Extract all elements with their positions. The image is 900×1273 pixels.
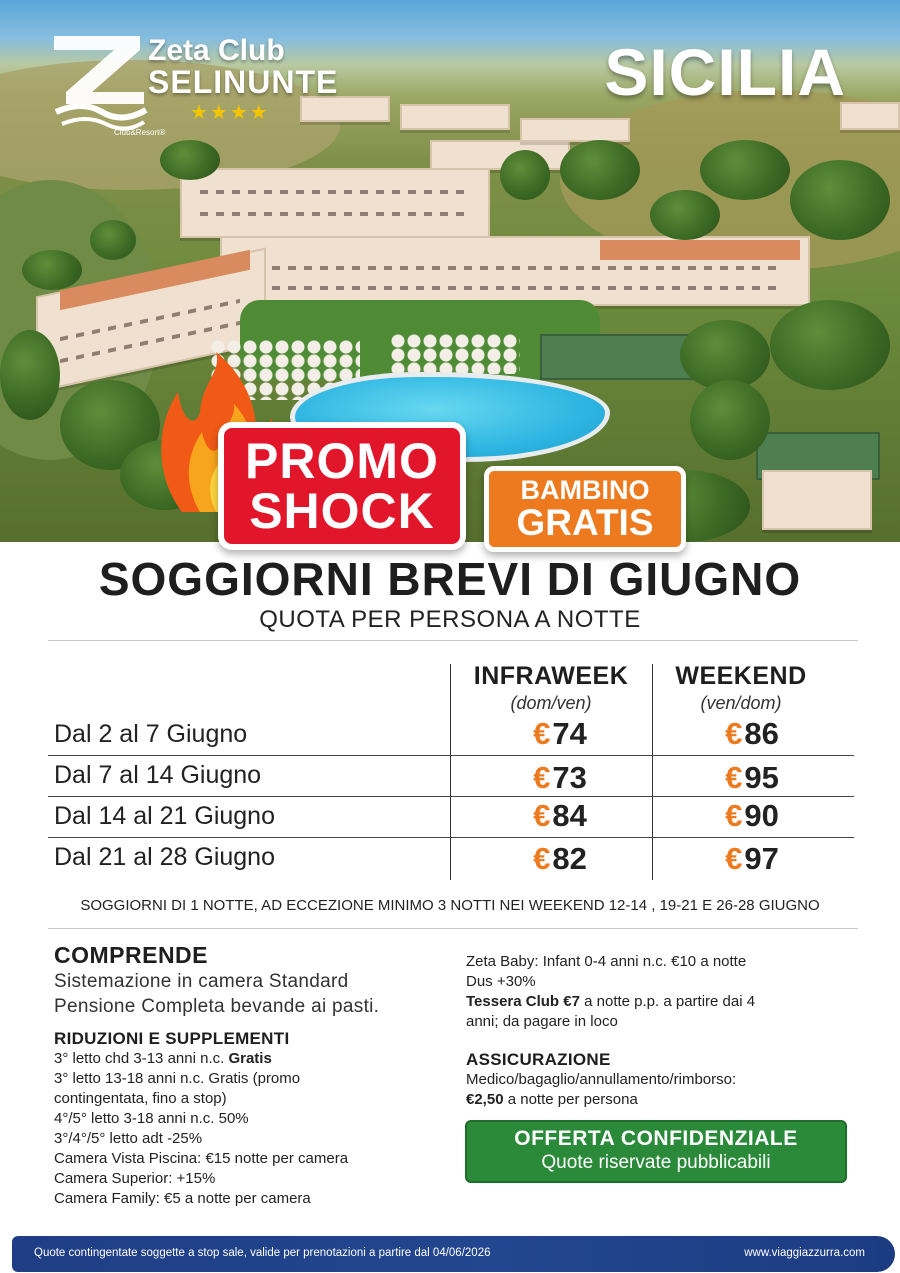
left-info-column bbox=[54, 942, 454, 1209]
table-row bbox=[48, 839, 854, 879]
kids-free-badge bbox=[484, 466, 686, 552]
tessera-highlight: Tessera Club €7 bbox=[466, 993, 580, 1010]
baby-line: Zeta Baby: Infant 0-4 anni n.c. €10 a notte bbox=[466, 953, 747, 970]
promo-line-1: PROMO bbox=[245, 433, 439, 489]
insurance-price-text: a notte per persona bbox=[503, 1091, 638, 1108]
supplement-line: Camera Superior: +15% bbox=[54, 1170, 216, 1187]
price-infraweek bbox=[460, 841, 660, 877]
euro-symbol: € bbox=[725, 716, 743, 751]
right-info-column bbox=[466, 952, 846, 1110]
price-value: 95 bbox=[744, 760, 779, 795]
period-label: Dal 7 al 14 Giugno bbox=[54, 761, 262, 789]
insurance-line: Medico/bagaglio/annullamento/rimborso: bbox=[466, 1071, 737, 1088]
insurance-price bbox=[466, 1090, 846, 1110]
period-label: Dal 14 al 21 Giugno bbox=[54, 802, 275, 830]
supplement-line: Camera Vista Piscina: €15 notte per camera bbox=[54, 1150, 349, 1167]
row-divider bbox=[48, 837, 854, 838]
price-value: 74 bbox=[552, 716, 587, 751]
euro-symbol: € bbox=[533, 760, 551, 795]
period-label: Dal 2 al 7 Giugno bbox=[54, 720, 248, 748]
price-value: 73 bbox=[552, 760, 587, 795]
column-subtitle: (dom/ven) bbox=[510, 693, 592, 713]
page-title: SOGGIORNI BREVI DI GIUGNO bbox=[98, 553, 802, 605]
reduction-line: 3°/4°/5° letto adt -25% bbox=[54, 1130, 203, 1147]
price-infraweek bbox=[460, 760, 660, 796]
reduction-line: 4°/5° letto 3-18 anni n.c. 50% bbox=[54, 1110, 249, 1127]
divider bbox=[48, 640, 858, 641]
euro-symbol: € bbox=[725, 760, 743, 795]
reductions-title: RIDUZIONI E SUPPLEMENTI bbox=[54, 1029, 290, 1048]
price-value: 90 bbox=[744, 798, 779, 833]
brand-logo bbox=[52, 34, 382, 144]
resort-name: SELINUNTE bbox=[148, 64, 339, 100]
reduction-text: 3° letto chd 3-13 anni n.c. bbox=[54, 1050, 229, 1067]
kids-line-1: BAMBINO bbox=[520, 475, 650, 505]
reduction-line bbox=[54, 1049, 454, 1069]
includes-line: Sistemazione in camera Standard bbox=[54, 971, 349, 992]
kids-line-2: GRATIS bbox=[516, 502, 654, 543]
tessera-line-2: anni; da pagare in loco bbox=[466, 1013, 618, 1030]
price-value: 97 bbox=[744, 841, 779, 876]
brand-tagline: Club&Resort® bbox=[114, 128, 166, 137]
footer-website-link[interactable]: www.viaggiazzurra.com bbox=[744, 1247, 865, 1259]
price-infraweek bbox=[460, 716, 660, 752]
euro-symbol: € bbox=[533, 841, 551, 876]
euro-symbol: € bbox=[533, 716, 551, 751]
offer-subtitle: Quote riservate pubblicabili bbox=[541, 1152, 771, 1173]
confidential-offer-box bbox=[465, 1120, 847, 1183]
reduction-highlight: Gratis bbox=[228, 1050, 272, 1067]
includes-title: COMPRENDE bbox=[54, 942, 209, 968]
column-title: INFRAWEEK bbox=[473, 662, 629, 690]
supplement-line: Camera Family: €5 a notte per camera bbox=[54, 1190, 311, 1207]
price-value: 84 bbox=[552, 798, 587, 833]
divider bbox=[48, 928, 858, 929]
column-header-infraweek bbox=[450, 662, 652, 714]
zeta-logo-icon bbox=[52, 34, 148, 134]
promo-line-2: SHOCK bbox=[249, 483, 435, 539]
column-title: WEEKEND bbox=[675, 662, 807, 690]
includes-line: Pensione Completa bevande ai pasti. bbox=[54, 996, 380, 1017]
star-rating: ★★★★ bbox=[190, 102, 270, 124]
euro-symbol: € bbox=[725, 798, 743, 833]
price-value: 82 bbox=[552, 841, 587, 876]
region-title: SICILIA bbox=[604, 35, 846, 109]
row-divider bbox=[48, 755, 854, 756]
column-header-weekend bbox=[652, 662, 830, 714]
price-weekend bbox=[652, 760, 852, 796]
price-weekend bbox=[652, 716, 852, 752]
price-infraweek bbox=[460, 798, 660, 834]
price-value: 86 bbox=[744, 716, 779, 751]
tessera-line bbox=[466, 992, 846, 1012]
reduction-line: contingentata, fino a stop) bbox=[54, 1090, 227, 1107]
stay-note: SOGGIORNI DI 1 NOTTE, AD ECCEZIONE MINIMO 3 NOTTI NEI WEEKEND 12-14 , 19-21 E 26-28 GIUGNO bbox=[80, 897, 820, 914]
row-divider bbox=[48, 796, 854, 797]
insurance-title: ASSICURAZIONE bbox=[466, 1050, 611, 1069]
table-row bbox=[48, 716, 854, 756]
footer-disclaimer: Quote contingentate soggette a stop sale, valide per prenotazioni a partire dal 04/06/2026 bbox=[34, 1247, 491, 1259]
dus-line: Dus +30% bbox=[466, 973, 536, 990]
euro-symbol: € bbox=[725, 841, 743, 876]
insurance-price-highlight: €2,50 bbox=[466, 1091, 504, 1108]
offer-title: OFFERTA CONFIDENZIALE bbox=[514, 1127, 798, 1150]
brand-name: Zeta Club bbox=[148, 34, 285, 67]
price-weekend bbox=[652, 798, 852, 834]
promo-shock-badge bbox=[218, 422, 466, 550]
table-row bbox=[48, 757, 854, 797]
column-subtitle: (ven/dom) bbox=[700, 693, 782, 713]
period-label: Dal 21 al 28 Giugno bbox=[54, 843, 275, 871]
euro-symbol: € bbox=[533, 798, 551, 833]
page-subtitle: QUOTA PER PERSONA A NOTTE bbox=[259, 606, 641, 633]
footer-bar bbox=[12, 1236, 895, 1272]
tessera-text: a notte p.p. a partire dai 4 bbox=[579, 993, 756, 1010]
reduction-line: 3° letto 13-18 anni n.c. Gratis (promo bbox=[54, 1070, 301, 1087]
table-row bbox=[48, 798, 854, 838]
price-weekend bbox=[652, 841, 852, 877]
